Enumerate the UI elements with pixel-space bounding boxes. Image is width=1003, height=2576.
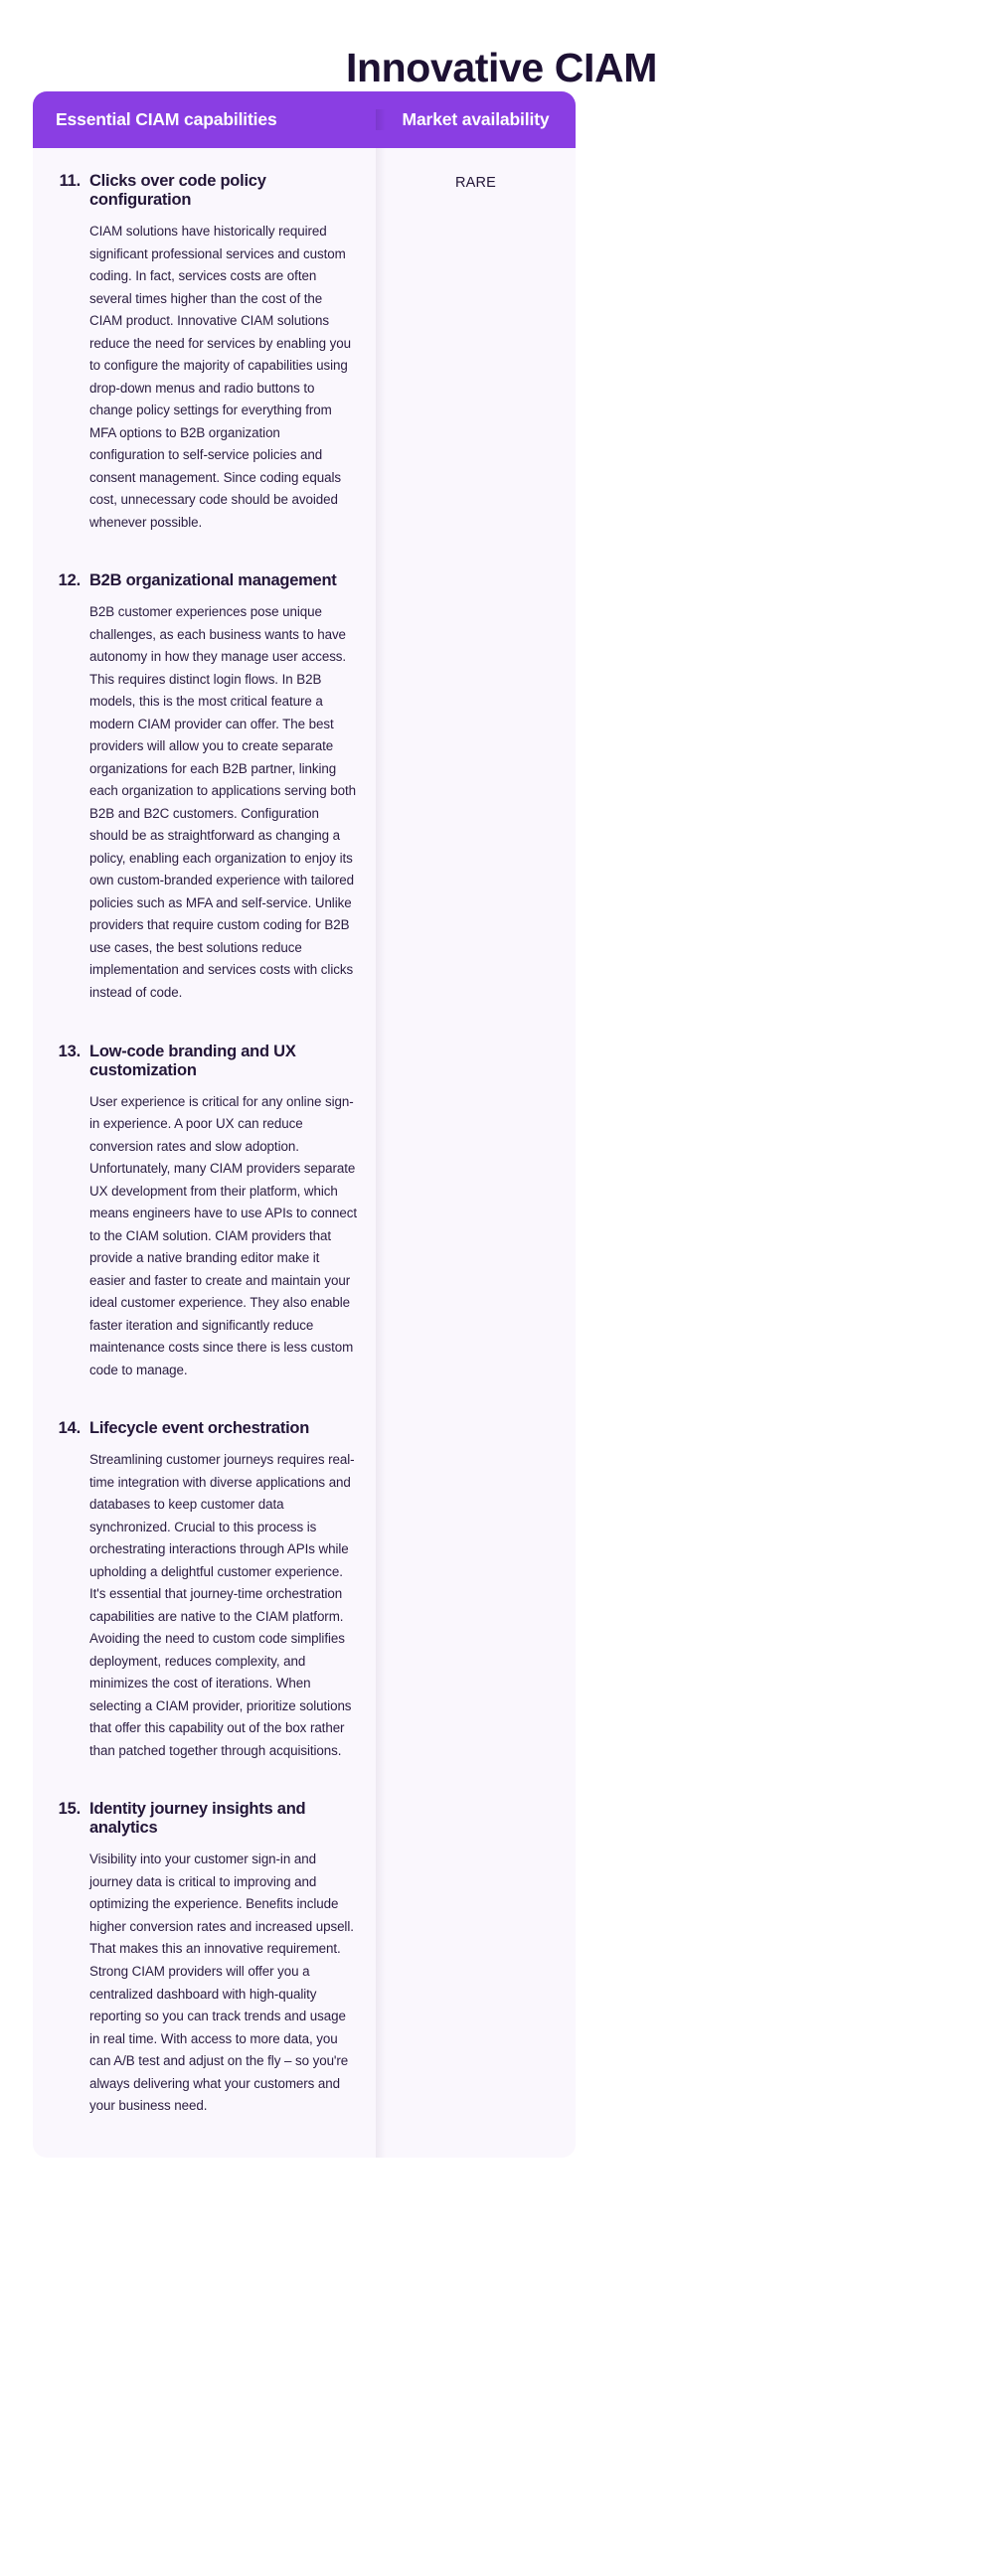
list-item [33, 571, 376, 1004]
capabilities-column [33, 148, 376, 2158]
list-item [33, 1043, 376, 1382]
column-header-capabilities: Essential CIAM capabilities [56, 109, 277, 129]
item-number: 11. [59, 172, 81, 190]
item-divider-space [33, 1005, 376, 1043]
item-divider-space [33, 1762, 376, 1800]
item-description: Visibility into your customer sign-in and journey data is critical to improving and optimizing the experience. Benefits include higher conversion rates and increased upsell. That makes this an innovative requirement. Strong CIAM providers will offer you a centralized dashboard with high-quality reporting so you can track trends and usage in real time. With access to more data, you can A/B test and adjust on the fly – so you're always delivering what your customers and your business need. [89, 1852, 354, 2114]
item-number: 13. [58, 1042, 81, 1060]
page-title: Innovative CIAM [346, 45, 657, 90]
list-item [33, 1800, 376, 2117]
column-header-availability: Market availability [376, 109, 576, 130]
item-heading [56, 1800, 358, 1838]
list-item [33, 1419, 376, 1762]
item-title: B2B organizational management [89, 571, 337, 590]
item-number: 15. [58, 1800, 81, 1819]
item-title: Clicks over code policy configuration [89, 172, 266, 209]
capabilities-table [33, 91, 576, 2158]
table-header-row [33, 91, 576, 148]
item-description: B2B customer experiences pose unique challenges, as each business wants to have autonomy in how they manage user access. This requires distinct login flows. In B2B models, this is the most critical feature a modern CIAM provider can offer. The best providers will allow you to create separate organizations for each B2B partner, linking each organization to applications serving both B2B and B2C customers. Configuration should be as straightforward as changing a policy, enabling each organization to enjoy its own custom-branded experience with tailored policies such as MFA and self-service. Unlike providers that require custom coding for B2B use cases, the best solutions reduce implementation and services costs with clicks instead of code. [89, 604, 357, 1000]
item-heading [56, 571, 358, 590]
item-heading [56, 1043, 358, 1080]
item-number: 12. [58, 571, 81, 590]
item-number: 14. [58, 1419, 81, 1438]
item-heading [56, 1419, 358, 1438]
item-description: User experience is critical for any online sign-in experience. A poor UX can reduce conversion rates and slow adoption. Unfortunately, many CIAM providers separate UX development from their platform, which means engineers have to use APIs to connect to the CIAM solution. CIAM providers that provide a native branding editor make it easier and faster to create and maintain your ideal customer experience. They also enable faster iteration and significantly reduce maintenance costs since there is less custom code to manage. [89, 1093, 358, 1377]
list-item [33, 148, 376, 534]
status-badge: RARE [454, 175, 497, 191]
item-description: Streamlining customer journeys requires real-time integration with diverse applications and databases to keep customer data synchronized. Crucial to this process is orchestrating interactions through APIs while upholding a delightful customer experience. It's essential that journey-time orchestration capabilities are native to the CIAM platform. Avoiding the need to custom code simplifies deployment, reduces complexity, and minimizes the cost of iterations. When selecting a CIAM provider, prioritize solutions that offer this capability out of the box rather than patched together through acquisitions. [89, 1452, 355, 1758]
table-body [33, 148, 576, 2158]
item-title: Identity journey insights and analytics [89, 1800, 306, 1838]
item-divider-space [33, 534, 376, 571]
item-heading [56, 172, 358, 210]
item-divider-space [33, 1381, 376, 1419]
item-description: CIAM solutions have historically required significant professional services and custom coding. In fact, services costs are often several times higher than the cost of the CIAM product. Innovative CIAM solutions reduce the need for services by enabling you to configure the majority of capabilities using drop-down menus and radio buttons to change policy settings for everything from MFA options to B2B organization configuration to self-service policies and consent management. Since coding equals cost, unnecessary code should be avoided whenever possible. [89, 224, 351, 530]
item-title: Lifecycle event orchestration [89, 1419, 310, 1438]
item-title: Low-code branding and UX customization [89, 1042, 296, 1079]
availability-column [376, 148, 576, 2158]
